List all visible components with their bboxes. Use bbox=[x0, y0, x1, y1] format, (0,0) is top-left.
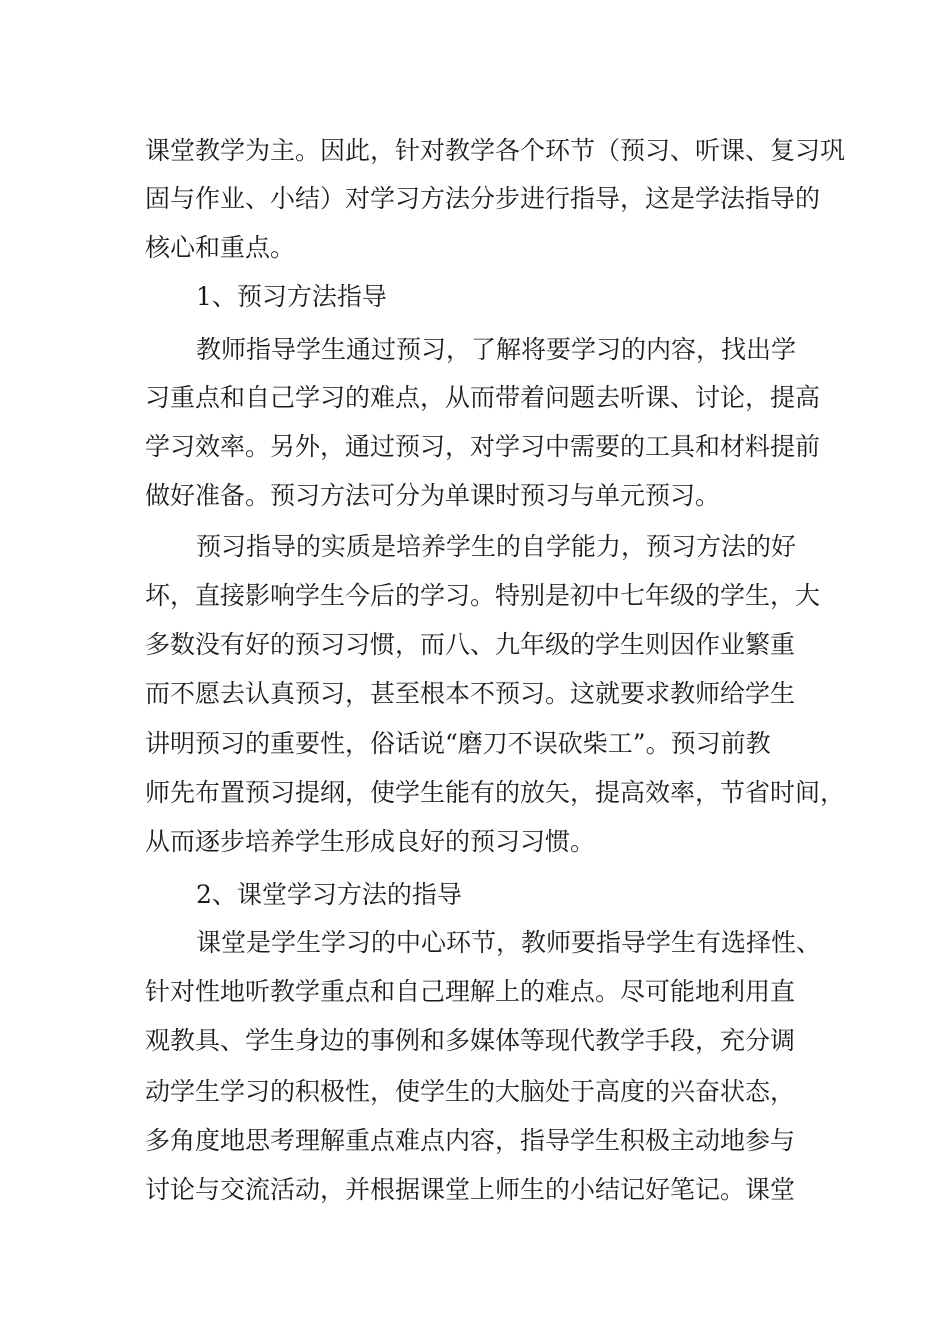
paragraph-line: 核心和重点。 bbox=[145, 233, 296, 262]
paragraph-line: 讨论与交流活动，并根据课堂上师生的小结记好笔记。课堂 bbox=[145, 1175, 796, 1204]
paragraph-line: 固与作业、小结）对学习方法分步进行指导，这是学法指导的 bbox=[145, 184, 821, 213]
paragraph-line: 师先布置预习提纲，使学生能有的放矢，提高效率，节省时间， bbox=[145, 778, 846, 807]
paragraph-line: 习重点和自己学习的难点，从而带着问题去听课、讨论，提高 bbox=[145, 383, 821, 412]
section-heading: 2、课堂学习方法的指导 bbox=[196, 880, 462, 909]
section-heading: 1、预习方法指导 bbox=[196, 282, 387, 311]
paragraph-line: 多数没有好的预习习惯，而八、九年级的学生则因作业繁重 bbox=[145, 630, 796, 659]
paragraph-line: 课堂教学为主。因此，针对教学各个环节（预习、听课、复习巩 bbox=[145, 136, 846, 165]
paragraph-line: 坏，直接影响学生今后的学习。特别是初中七年级的学生，大 bbox=[145, 581, 821, 610]
paragraph-line: 动学生学习的积极性，使学生的大脑处于高度的兴奋状态， bbox=[145, 1077, 796, 1106]
paragraph-line: 而不愿去认真预习，甚至根本不预习。这就要求教师给学生 bbox=[145, 679, 796, 708]
paragraph-line: 教师指导学生通过预习，了解将要学习的内容，找出学 bbox=[196, 335, 797, 364]
paragraph-line: 预习指导的实质是培养学生的自学能力，预习方法的好 bbox=[196, 532, 797, 561]
paragraph-line: 学习效率。另外，通过预习，对学习中需要的工具和材料提前 bbox=[145, 432, 821, 461]
paragraph-line: 从而逐步培养学生形成良好的预习习惯。 bbox=[145, 827, 596, 856]
paragraph-line: 做好准备。预习方法可分为单课时预习与单元预习。 bbox=[145, 481, 721, 510]
paragraph-line: 讲明预习的重要性，俗话说“磨刀不误砍柴工”。预习前教 bbox=[145, 729, 771, 758]
paragraph-line: 观教具、学生身边的事例和多媒体等现代教学手段，充分调 bbox=[145, 1026, 796, 1055]
paragraph-line: 多角度地思考理解重点难点内容，指导学生积极主动地参与 bbox=[145, 1126, 796, 1155]
paragraph-line: 针对性地听教学重点和自己理解上的难点。尽可能地利用直 bbox=[145, 977, 796, 1006]
paragraph-line: 课堂是学生学习的中心环节，教师要指导学生有选择性、 bbox=[196, 928, 822, 957]
